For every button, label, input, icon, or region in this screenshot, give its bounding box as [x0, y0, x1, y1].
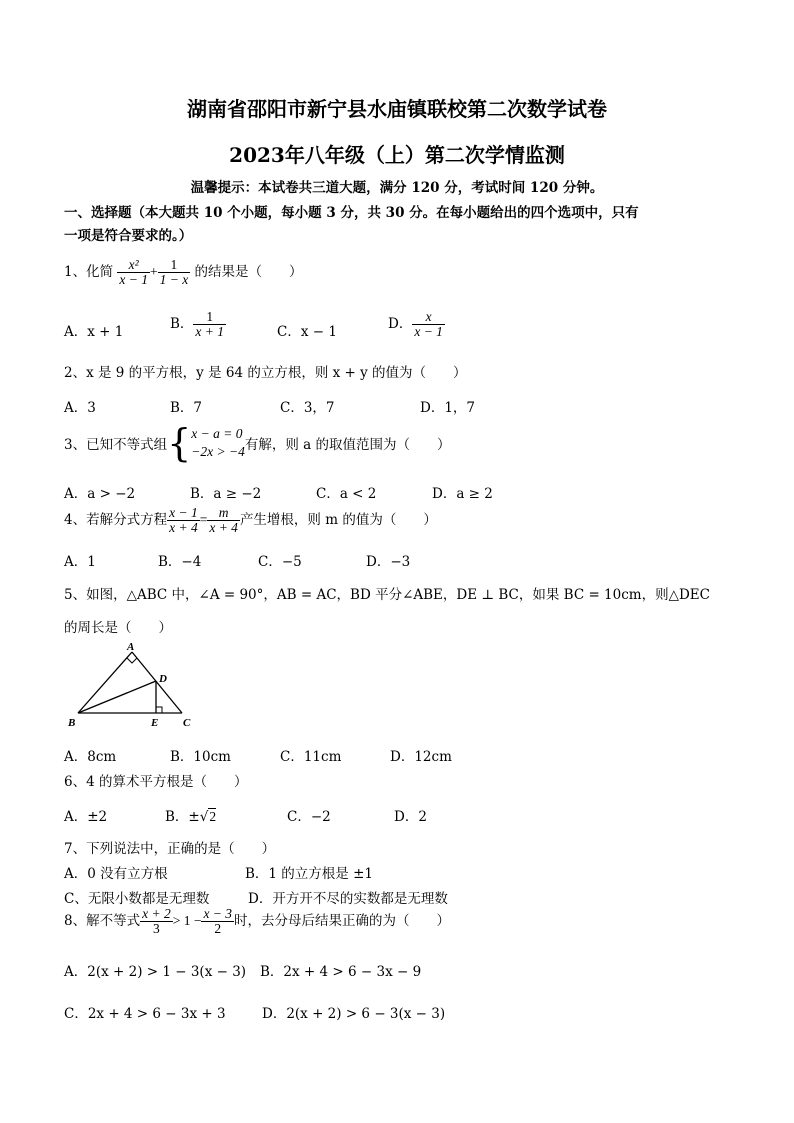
- q7-option-a: A．0 没有立方根: [64, 866, 168, 882]
- q8-option-c: C．2x + 4 > 6 − 3x + 3: [64, 1006, 226, 1022]
- exam-subtitle: 2023年八年级（上）第二次学情监测: [229, 143, 565, 167]
- q6-radicand: 2: [209, 809, 217, 824]
- q4-option-b: B．−4: [158, 554, 202, 570]
- right-angle-mark-e: [156, 707, 162, 713]
- exam-title: 湖南省邵阳市新宁县水庙镇联校第二次数学试卷: [187, 97, 607, 121]
- q1-b-num: 1: [193, 310, 226, 325]
- q8-option-d: D．2(x + 2) > 6 − 3(x − 3): [262, 1006, 446, 1022]
- question-8: [64, 907, 450, 936]
- q4-f2-num: m: [207, 506, 240, 521]
- exam-tip: 温馨提示：本试卷共三道大题，满分 120 分，考试时间 120 分钟。: [190, 180, 604, 196]
- brace-icon: {: [167, 421, 192, 465]
- q5-option-a: A．8cm: [64, 749, 117, 765]
- side-ac: [132, 652, 182, 713]
- q2-option-a: A．3: [64, 400, 96, 416]
- q5-option-d: D．12cm: [390, 749, 452, 765]
- q3-option-d: D．a ≥ 2: [432, 486, 493, 502]
- q3-option-c: C．a < 2: [316, 486, 377, 502]
- q2-option-c: C．3，7: [280, 400, 335, 416]
- segment-bd: [78, 681, 156, 713]
- q4-f2-den: x + 4: [209, 520, 238, 536]
- q3-eq2: −2x > −4: [191, 444, 245, 459]
- question-5-line2: 的周长是（ ）: [64, 620, 172, 636]
- q4-equals: =: [199, 512, 208, 528]
- q6-option-c: C．−2: [287, 809, 331, 825]
- label-a: A: [127, 641, 135, 653]
- q4-prefix: 4、若解分式方程: [64, 512, 168, 529]
- side-ab: [78, 652, 132, 713]
- q7-option-d: D．开方开不尽的实数都是无理数: [248, 891, 448, 907]
- q4-suffix: 产生增根，则 m 的值为（ ）: [239, 512, 437, 529]
- q1-f1-num: x²: [117, 258, 150, 273]
- q3-option-b: B．a ≥ −2: [190, 486, 262, 502]
- q1-suffix: 的结果是（ ）: [194, 264, 303, 281]
- q2-option-d: D．1，7: [420, 400, 476, 416]
- question-2: 2、x 是 9 的平方根，y 是 64 的立方根，则 x + y 的值为（ ）: [64, 365, 467, 381]
- q4-option-c: C．−5: [258, 554, 302, 570]
- q1-d-den: x − 1: [414, 324, 443, 340]
- q3-suffix: 有解，则 a 的取值范围为（ ）: [244, 437, 451, 453]
- question-5-line1: 5、如图，△ABC 中，∠A = 90°，AB = AC，BD 平分∠ABE，DE ⊥ BC，如果 BC = 10cm，则△DEC: [64, 587, 710, 603]
- q1-f2-num: 1: [158, 258, 191, 273]
- q8-f2-num: x − 3: [203, 906, 233, 921]
- q6-option-b-label: B．±: [165, 809, 200, 825]
- triangle-figure: [66, 638, 196, 734]
- question-3: [64, 421, 451, 465]
- q1-b-den: x + 1: [195, 324, 225, 340]
- q8-option-b: B．2x + 4 > 6 − 3x − 9: [260, 964, 422, 980]
- q1-d-num: x: [412, 310, 445, 325]
- q3-option-a: A．a > −2: [64, 486, 136, 502]
- question-7: 7、下列说法中，正确的是（ ）: [64, 841, 276, 857]
- section-heading-line1: 一、选择题（本大题共 10 个小题，每小题 3 分，共 30 分。在每小题给出的四个选项中，只有: [64, 205, 639, 221]
- q6-option-d: D．2: [394, 809, 427, 825]
- right-angle-mark-a: [127, 658, 137, 663]
- q6-option-a: A．±2: [64, 809, 108, 825]
- q1-f1-den: x − 1: [119, 272, 148, 288]
- q8-option-a: A．2(x + 2) > 1 − 3(x − 3): [64, 964, 247, 980]
- q5-option-c: C．11cm: [280, 749, 342, 765]
- q1-f2-den: 1 − x: [159, 272, 189, 288]
- q8-f2-den: 2: [214, 921, 222, 937]
- q4-option-a: A．1: [64, 554, 96, 570]
- q8-suffix: 时，去分母后结果正确的为（ ）: [234, 913, 451, 930]
- q1-option-d-label: D．: [388, 316, 413, 333]
- q1-prefix: 1、化简: [64, 264, 114, 281]
- q8-f1-den: 3: [153, 921, 160, 937]
- q3-prefix: 3、已知不等式组: [64, 437, 168, 453]
- q4-f1-den: x + 4: [169, 520, 198, 536]
- q6-option-b: [165, 805, 216, 825]
- q5-option-b: B．10cm: [170, 749, 231, 765]
- section-heading-line2: 一项是符合要求的。）: [64, 228, 193, 244]
- q1-option-b: [170, 310, 226, 339]
- label-b: B: [68, 717, 76, 729]
- q7-option-b: B．1 的立方根是 ±1: [245, 866, 373, 882]
- q1-option-c: C．x − 1: [277, 324, 337, 340]
- q3-system: [191, 425, 245, 461]
- question-4: [64, 506, 437, 535]
- q1-fraction-1: [117, 258, 150, 287]
- q7-option-c: C、无限小数都是无理数: [64, 891, 210, 907]
- q1-option-a: A．x + 1: [64, 324, 124, 340]
- q2-option-b: B．7: [170, 400, 203, 416]
- q1-plus: +: [150, 264, 158, 280]
- label-d: D: [159, 673, 167, 685]
- label-e: E: [151, 717, 159, 729]
- q8-f1-num: x + 2: [142, 906, 171, 921]
- q8-mid: > 1 −: [172, 913, 202, 929]
- sqrt-icon: √: [199, 809, 209, 825]
- question-6: 6、4 的算术平方根是（ ）: [64, 774, 248, 790]
- q8-prefix: 8、解不等式: [64, 913, 141, 930]
- q4-option-d: D．−3: [366, 554, 411, 570]
- q1-option-b-label: B．: [170, 316, 194, 333]
- question-1: [64, 258, 303, 287]
- q1-option-d: [388, 310, 445, 339]
- q4-f1-num: x − 1: [169, 505, 198, 520]
- label-c: C: [183, 717, 191, 729]
- q1-fraction-2: [158, 258, 191, 287]
- q3-eq1: x − a = 0: [191, 425, 243, 441]
